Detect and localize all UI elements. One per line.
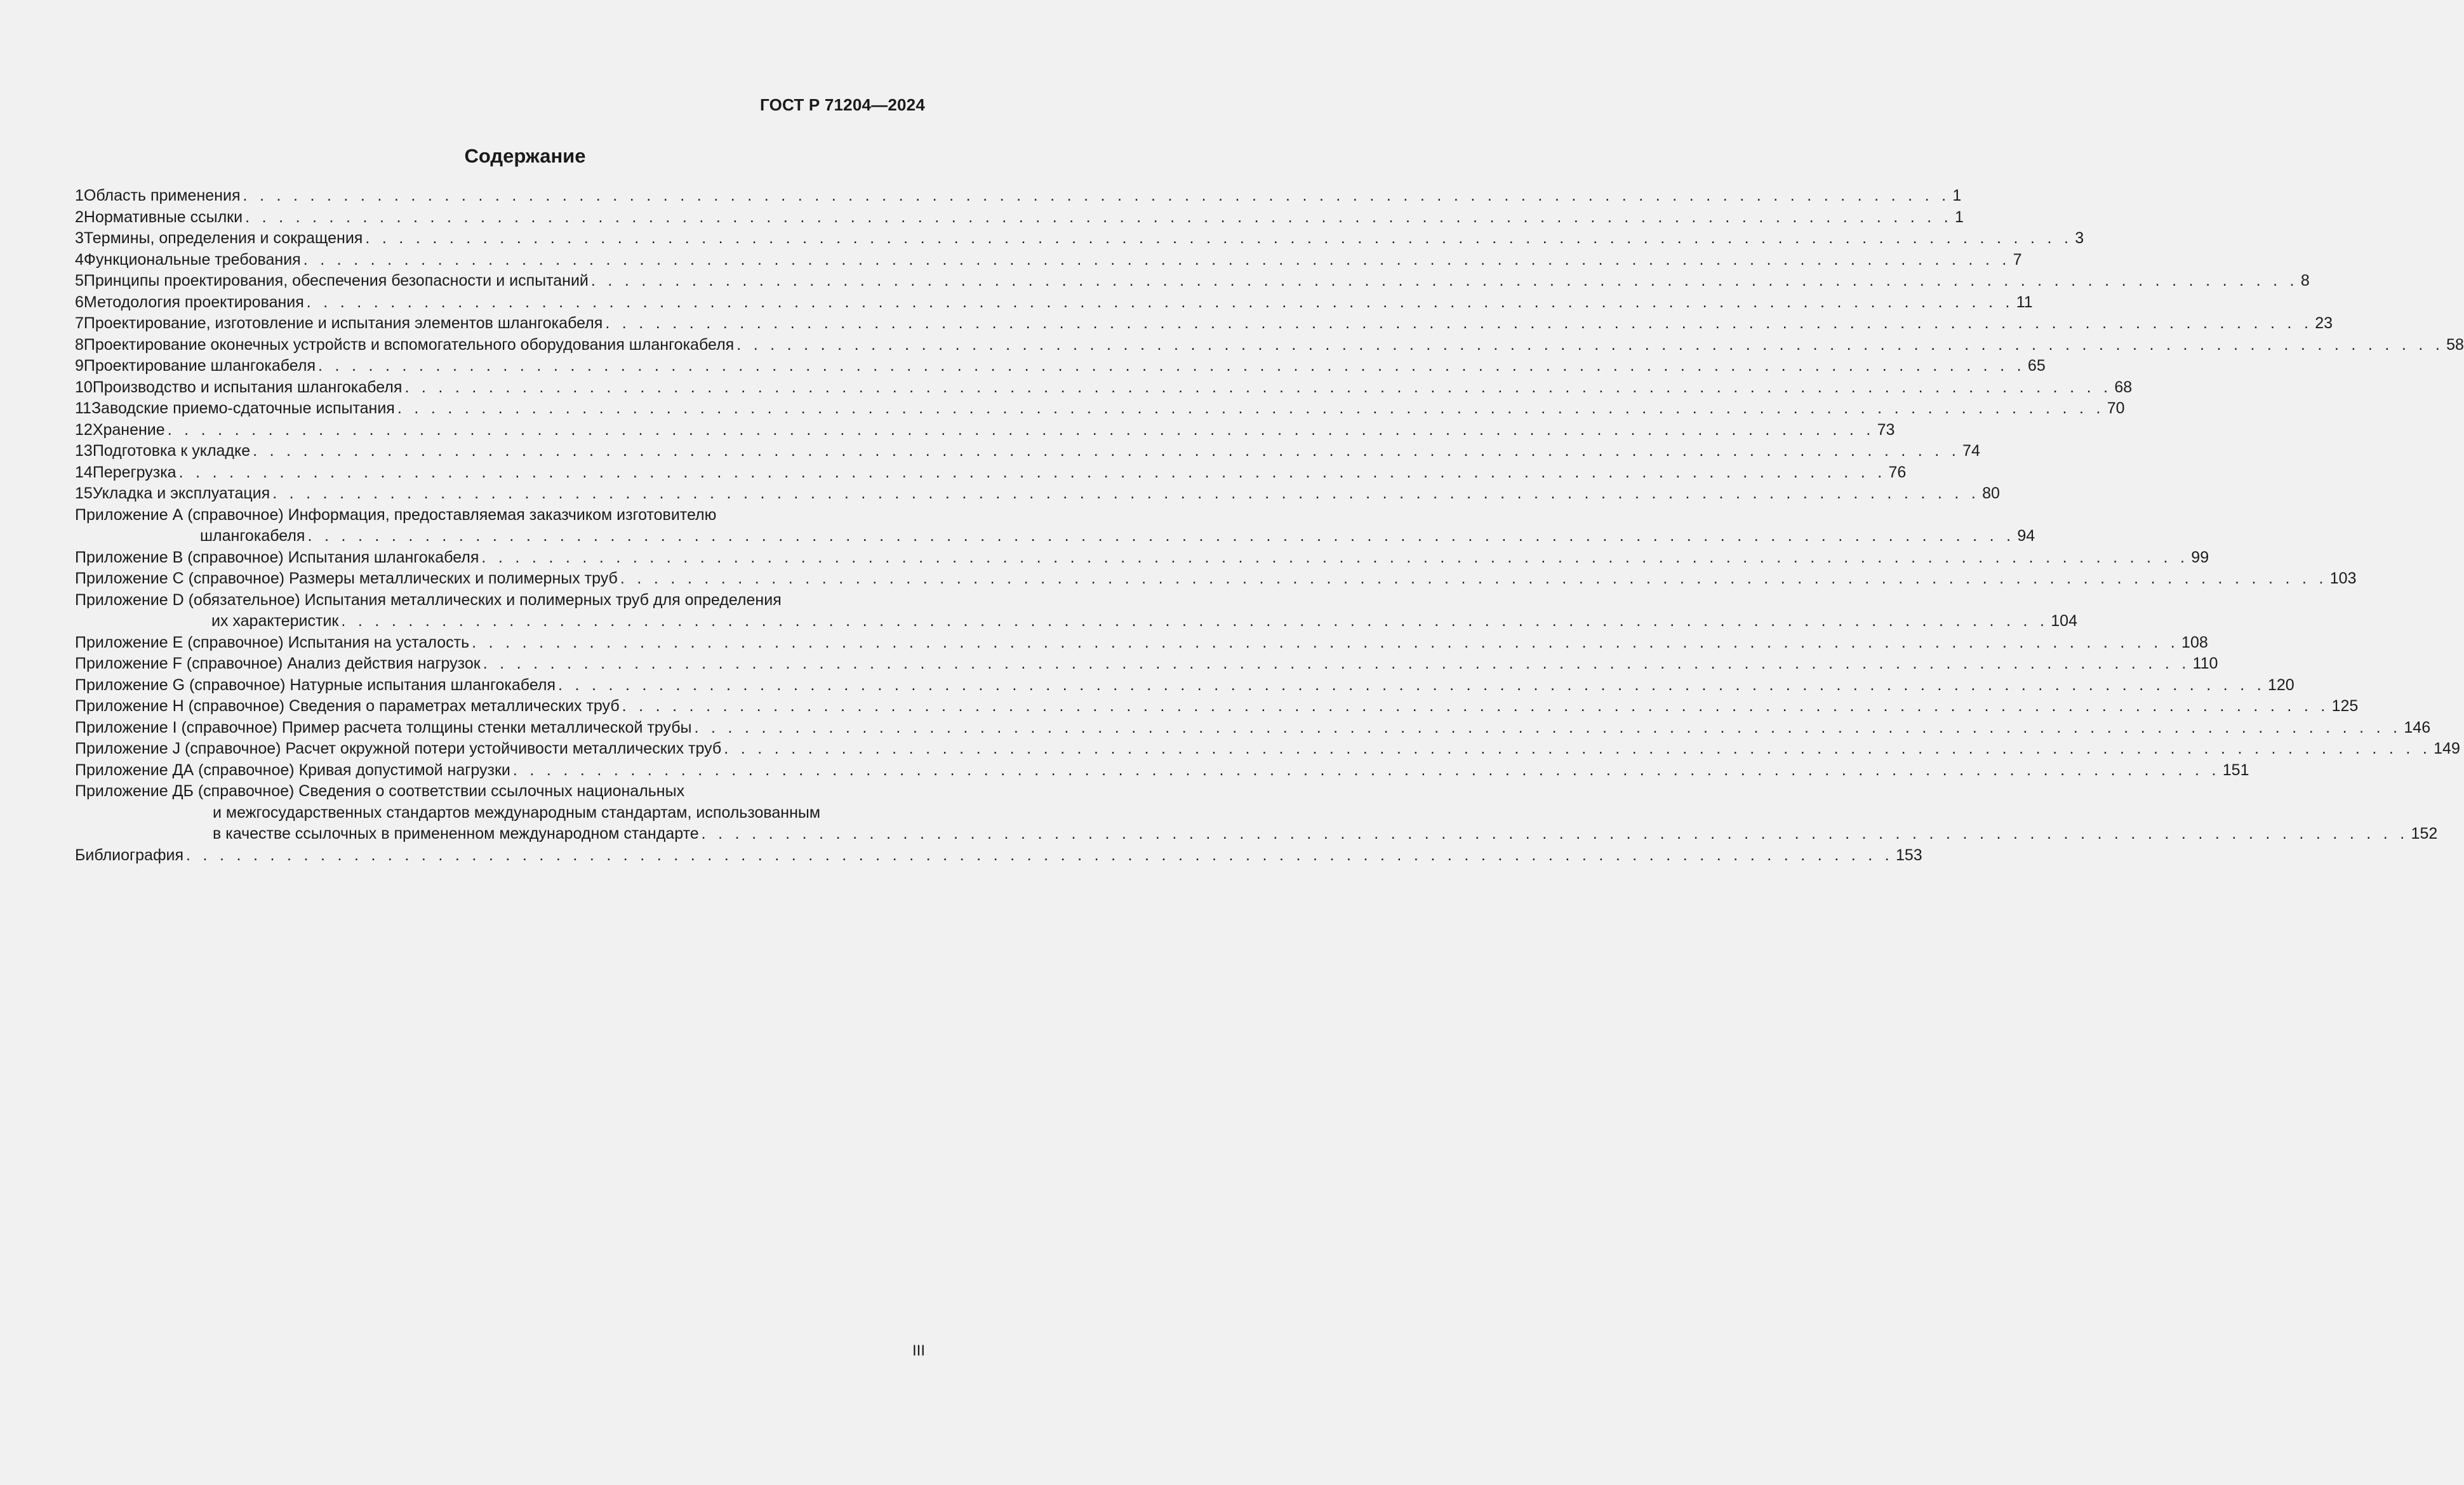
toc-appendix-j[interactable] [75,738,2460,760]
toc-entry-number: 14 [75,463,93,481]
toc-entry-15[interactable] [75,483,2000,505]
toc-entry-label: Заводские приемо-сдаточные испытания [91,399,395,417]
toc-entry-label: Приложение G (справочное) Натурные испытания шлангокабеля [75,676,556,694]
leader-dots: . . . . . . . . . . . . . . . . . . . . . . . . . . . . . . . . . . . . . . . . . . . . . . . . . . . . . . . . . . . . . . . . . . . . . . . . . . . . . . . . . . . . . . . . . . . . . . . . . . . . . . [306,293,2014,311]
toc-entry-11[interactable] [75,398,2125,420]
toc-entry-label: Проектирование оконечных устройств и вспомогательного оборудования шлангокабеля [83,335,735,354]
toc-entry-9[interactable] [75,356,2046,377]
toc-appendix-g[interactable] [75,675,2294,696]
toc-entry-8[interactable] [75,335,2464,356]
toc-entry-1[interactable] [75,185,1962,207]
toc-entry-label: их характеристик [211,612,339,630]
toc-entry-page: 151 [2222,761,2249,779]
toc-entry-3[interactable] [75,228,2084,250]
toc-entry-label: Функциональные требования [83,250,301,269]
toc-entry-10[interactable] [75,377,2133,399]
toc-entry-page: 125 [2331,697,2359,715]
leader-dots: . . . . . . . . . . . . . . . . . . . . . . . . . . . . . . . . . . . . . . . . . . . . . . . . . . . . . . . . . . . . . . . . . . . . . . . . . . . . . . . . . . . . . . . . . . . . . . . . . . . . . . [365,229,2073,247]
toc-entry-page: 104 [2051,612,2077,630]
toc-appendix-h[interactable] [75,696,2359,717]
toc-entry-label: Библиография [75,846,184,864]
toc-entry-number: 8 [75,335,84,354]
toc-entry-page: 153 [1895,846,1922,864]
toc-appendix-c[interactable] [75,568,2357,590]
toc-entry-page: 74 [1962,442,1980,460]
toc-title: Содержание [464,145,586,167]
toc-entry-page: 7 [2013,250,2022,269]
toc-entry-label: Принципы проектирования, обеспечения безопасности и испытаний [83,272,589,290]
toc-entry-number: 6 [75,293,84,311]
toc-entry-7[interactable] [75,313,2333,335]
toc-entry-label: Перегрузка [92,463,176,481]
toc-entry-page: 152 [2411,825,2438,842]
leader-dots: . . . . . . . . . . . . . . . . . . . . . . . . . . . . . . . . . . . . . . . . . . . . . . . . . . . . . . . . . . . . . . . . . . . . . . . . . . . . . . . . . . . . . . . . . . . . . . . . . . . . . . [590,272,2298,290]
toc-entry-label: Приложение I (справочное) Пример расчета толщины стенки металлической трубы [75,718,692,736]
toc-entry-label: Область применения [83,187,241,204]
toc-entry-label: Нормативные ссылки [83,208,243,226]
leader-dots: . . . . . . . . . . . . . . . . . . . . . . . . . . . . . . . . . . . . . . . . . . . . . . . . . . . . . . . . . . . . . . . . . . . . . . . . . . . . . . . . . . . . . . . . . . . . . . . . . . . . . . [253,442,1961,460]
toc-entry-label: Приложение Е (справочное) Испытания на усталость [75,633,470,651]
toc-entry-page: 108 [2181,633,2208,651]
toc-entry-page: 23 [2315,314,2333,332]
leader-dots: . . . . . . . . . . . . . . . . . . . . . . . . . . . . . . . . . . . . . . . . . . . . . . . . . . . . . . . . . . . . . . . . . . . . . . . . . . . . . . . . . . . . . . . . . . . . . . . . . . . . . . [605,314,2313,332]
toc-entry-number: 9 [75,357,84,375]
toc-entry-14[interactable] [75,462,1907,484]
leader-dots: . . . . . . . . . . . . . . . . . . . . . . . . . . . . . . . . . . . . . . . . . . . . . . . . . . . . . . . . . . . . . . . . . . . . . . . . . . . . . . . . . . . . . . . . . . . . . . . . . . . . . . [303,250,2011,269]
toc-entry-4[interactable] [75,250,2022,271]
toc-appendix-a-line1[interactable]: Приложение А (справочное) Информация, предоставляемая заказчиком изготовителю [75,505,717,524]
leader-dots: . . . . . . . . . . . . . . . . . . . . . . . . . . . . . . . . . . . . . . . . . . . . . . . . . . . . . . . . . . . . . . . . . . . . . . . . . . . . . . . . . . . . . . . . . . . . . . . . . . . . . . [694,718,2402,736]
toc-entry-label: Приложение С (справочное) Размеры металлических и полимерных труб [75,569,618,587]
toc-entry-label: Приложение ДА (справочное) Кривая допустимой нагрузки [75,761,510,779]
leader-dots: . . . . . . . . . . . . . . . . . . . . . . . . . . . . . . . . . . . . . . . . . . . . . . . . . . . . . . . . . . . . . . . . . . . . . . . . . . . . . . . . . . . . . . . . . . . . . . . . . . . . . . [620,569,2327,587]
toc-entry-page: 103 [2329,569,2357,587]
toc-appendix-e[interactable] [75,632,2208,654]
toc-entry-number: 1 [75,187,84,204]
leader-dots: . . . . . . . . . . . . . . . . . . . . . . . . . . . . . . . . . . . . . . . . . . . . . . . . . . . . . . . . . . . . . . . . . . . . . . . . . . . . . . . . . . . . . . . . . . . . . . . . . . . . . . [186,846,1893,864]
leader-dots: . . . . . . . . . . . . . . . . . . . . . . . . . . . . . . . . . . . . . . . . . . . . . . . . . . . . . . . . . . . . . . . . . . . . . . . . . . . . . . . . . . . . . . . . . . . . . . . . . . . . . . [318,357,2025,375]
page-number: III [912,1342,925,1359]
toc-appendix-b[interactable] [75,547,2209,569]
toc-entry-2[interactable] [75,207,1964,229]
leader-dots: . . . . . . . . . . . . . . . . . . . . . . . . . . . . . . . . . . . . . . . . . . . . . . . . . . . . . . . . . . . . . . . . . . . . . . . . . . . . . . . . . . . . . . . . . . . . . . . . . . . . . . [178,463,1886,481]
toc-entry-label: Подготовка к укладке [92,442,251,460]
leader-dots: . . . . . . . . . . . . . . . . . . . . . . . . . . . . . . . . . . . . . . . . . . . . . . . . . . . . . . . . . . . . . . . . . . . . . . . . . . . . . . . . . . . . . . . . . . . . . . . . . . . . . . [512,761,2220,779]
toc-entry-label: Термины, определения и сокращения [83,229,363,247]
toc-appendix-a[interactable] [75,526,2035,547]
toc-entry-page: 110 [2192,655,2218,672]
toc-entry-page: 70 [2107,399,2125,417]
toc-appendix-d[interactable] [75,611,2077,632]
toc-entry-number: 11 [75,399,91,417]
leader-dots: . . . . . . . . . . . . . . . . . . . . . . . . . . . . . . . . . . . . . . . . . . . . . . . . . . . . . . . . . . . . . . . . . . . . . . . . . . . . . . . . . . . . . . . . . . . . . . . . . . . . . . [472,633,2180,651]
toc-entry-page: 1 [1952,187,1962,204]
leader-dots: . . . . . . . . . . . . . . . . . . . . . . . . . . . . . . . . . . . . . . . . . . . . . . . . . . . . . . . . . . . . . . . . . . . . . . . . . . . . . . . . . . . . . . . . . . . . . . . . . . . . . . [622,697,2329,715]
toc-appendix-f[interactable] [75,653,2218,675]
toc-entry-page: 73 [1877,420,1895,439]
toc-entry-number: 12 [75,420,93,439]
leader-dots: . . . . . . . . . . . . . . . . . . . . . . . . . . . . . . . . . . . . . . . . . . . . . . . . . . . . . . . . . . . . . . . . . . . . . . . . . . . . . . . . . . . . . . . . . . . . . . . . . . . . . . [404,378,2112,396]
toc-entry-label: Производство и испытания шлангокабеля [92,378,403,396]
leader-dots: . . . . . . . . . . . . . . . . . . . . . . . . . . . . . . . . . . . . . . . . . . . . . . . . . . . . . . . . . . . . . . . . . . . . . . . . . . . . . . . . . . . . . . . . . . . . . . . . . . . . . . [397,399,2105,417]
toc-entry-label: Приложение В (справочное) Испытания шлангокабеля [75,548,479,566]
toc-entry-number: 4 [75,250,84,269]
toc-appendix-i[interactable] [75,717,2431,739]
toc-appendix-db[interactable] [75,823,2438,845]
toc-entry-page: 3 [2075,229,2084,247]
toc-entry-label: Укладка и эксплуатация [92,484,270,502]
toc-entry-6[interactable] [75,292,2033,314]
toc-entry-label: Проектирование шлангокабеля [83,357,316,375]
toc-entry-page: 1 [1955,208,1964,226]
toc-entry-page: 120 [2267,676,2294,694]
leader-dots: . . . . . . . . . . . . . . . . . . . . . . . . . . . . . . . . . . . . . . . . . . . . . . . . . . . . . . . . . . . . . . . . . . . . . . . . . . . . . . . . . . . . . . . . . . . . . . . . . . . . . . [481,548,2189,566]
toc-entry-label: шлангокабеля [200,527,305,545]
toc-entry-number: 5 [75,272,84,290]
toc-entry-page: 149 [2434,740,2460,757]
toc-entry-page: 80 [1982,484,2000,502]
toc-entry-page: 99 [2191,548,2209,566]
toc-entry-number: 15 [75,484,93,502]
toc-entry-5[interactable] [75,270,2310,292]
leader-dots: . . . . . . . . . . . . . . . . . . . . . . . . . . . . . . . . . . . . . . . . . . . . . . . . . . . . . . . . . . . . . . . . . . . . . . . . . . . . . . . . . . . . . . . . . . . . . . . . . . . . . . [341,612,2049,630]
toc-appendix-da[interactable] [75,760,2249,782]
toc-entry-page: 58 [2446,335,2464,354]
toc-entry-page: 8 [2300,272,2310,290]
leader-dots: . . . . . . . . . . . . . . . . . . . . . . . . . . . . . . . . . . . . . . . . . . . . . . . . . . . . . . . . . . . . . . . . . . . . . . . . . . . . . . . . . . . . . . . . . . . . . . . . . . . . . . [724,740,2432,757]
leader-dots: . . . . . . . . . . . . . . . . . . . . . . . . . . . . . . . . . . . . . . . . . . . . . . . . . . . . . . . . . . . . . . . . . . . . . . . . . . . . . . . . . . . . . . . . . . . . . . . . . . . . . . [307,527,2015,545]
toc-entry-number: 10 [75,378,93,396]
table-of-contents [75,185,2464,866]
document-code: ГОСТ Р 71204—2024 [760,95,925,114]
toc-appendix-d-line1[interactable]: Приложение D (обязательное) Испытания металлических и полимерных труб для определения [75,590,782,609]
toc-entry-label: Приложение F (справочное) Анализ действия нагрузок [75,655,481,672]
toc-entry-page: 76 [1888,463,1907,481]
toc-entry-label: Проектирование, изготовление и испытания элементов шлангокабеля [83,314,603,332]
toc-appendix-db-line2[interactable]: и межгосударственных стандартов международным стандартам, использованным [213,803,821,822]
toc-entry-label: Приложение Н (справочное) Сведения о параметрах металлических труб [75,697,620,715]
leader-dots: . . . . . . . . . . . . . . . . . . . . . . . . . . . . . . . . . . . . . . . . . . . . . . . . . . . . . . . . . . . . . . . . . . . . . . . . . . . . . . . . . . . . . . . . . . . . . . . . . . . . . . [243,187,1950,204]
toc-entry-label: Методология проектирования [83,293,304,311]
toc-appendix-db-line1[interactable]: Приложение ДБ (справочное) Сведения о соответствии ссылочных национальных [75,782,685,800]
toc-entry-label: Приложение J (справочное) Расчет окружной потери устойчивости металлических труб [75,740,722,757]
toc-entry-number: 7 [75,314,84,332]
leader-dots: . . . . . . . . . . . . . . . . . . . . . . . . . . . . . . . . . . . . . . . . . . . . . . . . . . . . . . . . . . . . . . . . . . . . . . . . . . . . . . . . . . . . . . . . . . . . . . . . . . . . . . [167,420,1875,439]
toc-entry-12[interactable] [75,420,1895,441]
toc-entry-page: 94 [2017,527,2035,545]
toc-entry-page: 65 [2027,357,2046,375]
toc-entry-page: 146 [2404,718,2431,736]
toc-entry-number: 3 [75,229,84,247]
toc-bibliography[interactable] [75,845,1922,867]
leader-dots: . . . . . . . . . . . . . . . . . . . . . . . . . . . . . . . . . . . . . . . . . . . . . . . . . . . . . . . . . . . . . . . . . . . . . . . . . . . . . . . . . . . . . . . . . . . . . . . . . . . . . . [245,208,1952,226]
toc-entry-13[interactable] [75,441,1980,462]
toc-entry-number: 2 [75,208,84,226]
toc-entry-label: Хранение [92,420,165,439]
leader-dots: . . . . . . . . . . . . . . . . . . . . . . . . . . . . . . . . . . . . . . . . . . . . . . . . . . . . . . . . . . . . . . . . . . . . . . . . . . . . . . . . . . . . . . . . . . . . . . . . . . . . . . [736,335,2444,354]
toc-entry-page: 68 [2114,378,2133,396]
toc-entry-number: 13 [75,442,93,460]
leader-dots: . . . . . . . . . . . . . . . . . . . . . . . . . . . . . . . . . . . . . . . . . . . . . . . . . . . . . . . . . . . . . . . . . . . . . . . . . . . . . . . . . . . . . . . . . . . . . . . . . . . . . . [272,484,1980,502]
toc-entry-label: в качестве ссылочных в примененном международном стандарте [213,825,699,842]
toc-entry-page: 11 [2016,293,2033,311]
leader-dots: . . . . . . . . . . . . . . . . . . . . . . . . . . . . . . . . . . . . . . . . . . . . . . . . . . . . . . . . . . . . . . . . . . . . . . . . . . . . . . . . . . . . . . . . . . . . . . . . . . . . . . [701,825,2409,842]
leader-dots: . . . . . . . . . . . . . . . . . . . . . . . . . . . . . . . . . . . . . . . . . . . . . . . . . . . . . . . . . . . . . . . . . . . . . . . . . . . . . . . . . . . . . . . . . . . . . . . . . . . . . . [558,676,2265,694]
leader-dots: . . . . . . . . . . . . . . . . . . . . . . . . . . . . . . . . . . . . . . . . . . . . . . . . . . . . . . . . . . . . . . . . . . . . . . . . . . . . . . . . . . . . . . . . . . . . . . . . . . . . . . [483,655,2190,672]
